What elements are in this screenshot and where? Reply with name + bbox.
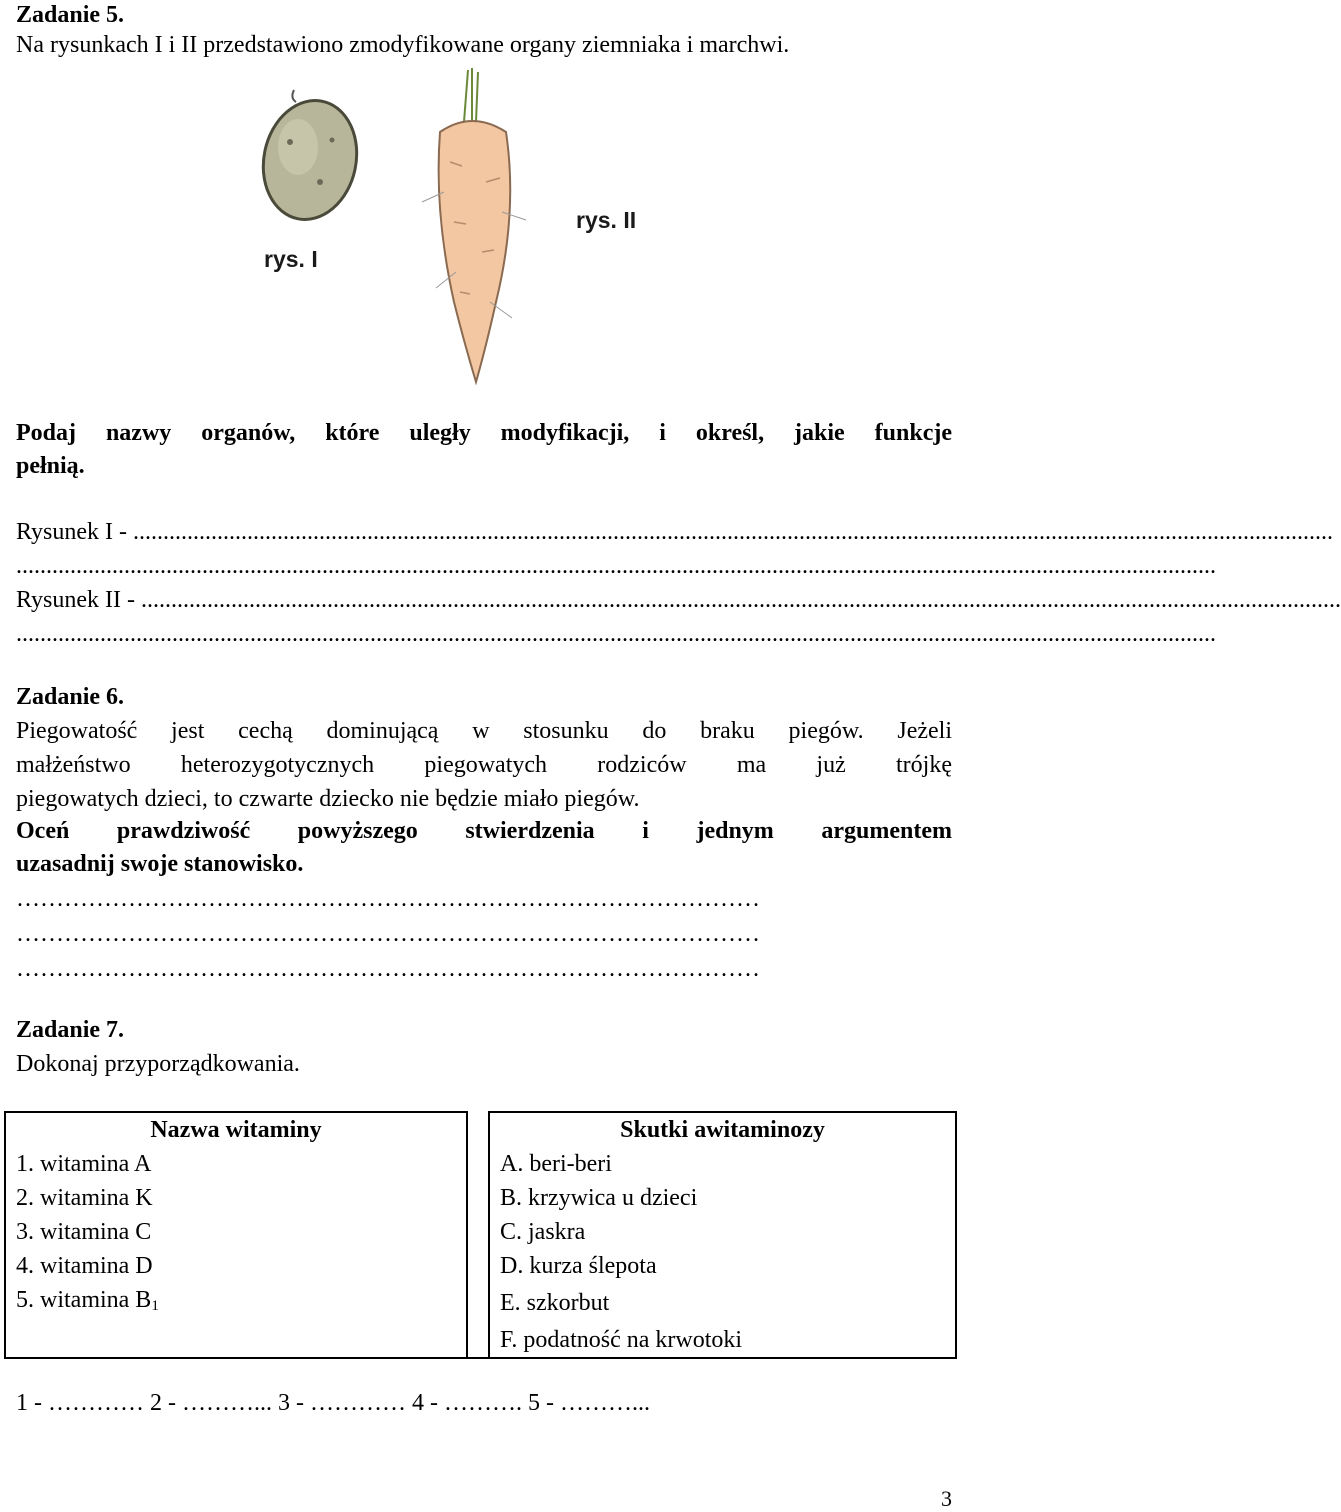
task7-instruction: Dokonaj przyporządkowania. xyxy=(16,1051,300,1077)
effect-cell: D. kurza ślepota xyxy=(489,1249,956,1283)
table-row xyxy=(5,1147,956,1181)
task6-question-line2: uzasadnij swoje stanowisko. xyxy=(16,851,304,877)
task6-text-line2: małżeństwo heterozygotycznych piegowatych rodziców ma już trójkę xyxy=(16,752,952,778)
table-row xyxy=(5,1181,956,1215)
task5-answer1-cont: ........................................................................................................................................................................................................ xyxy=(16,553,1216,579)
page-number: 3 xyxy=(941,1486,952,1511)
vitamin-cell: 3. witamina C xyxy=(5,1215,467,1249)
effect-cell: C. jaskra xyxy=(489,1215,956,1249)
effect-cell: A. beri-beri xyxy=(489,1147,956,1181)
answer2-prefix: Rysunek II - xyxy=(16,587,136,613)
header-vitamin-name: Nazwa witaminy xyxy=(5,1112,467,1147)
task5-answer2-cont: ........................................................................................................................................................................................................ xyxy=(16,621,1216,647)
task7-title: Zadanie 7. xyxy=(16,1017,125,1043)
header-deficiency-effects: Skutki awitaminozy xyxy=(489,1112,956,1147)
task6-text-line3: piegowatych dzieci, to czwarte dziecko nie będzie miało piegów. xyxy=(16,786,640,812)
table-row xyxy=(5,1283,956,1323)
task5-answer1 xyxy=(16,517,1334,547)
table-row xyxy=(5,1323,956,1358)
task5-question-line1: Podaj nazwy organów, które uległy modyfikacji, i określ, jakie funkcje xyxy=(16,420,952,446)
vitamin-cell: 4. witamina D xyxy=(5,1249,467,1283)
effect-cell: B. krzywica u dzieci xyxy=(489,1181,956,1215)
effect-cell: F. podatność na krwotoki xyxy=(489,1323,956,1358)
task6-question-line1: Oceń prawdziwość powyższego stwierdzenia i jednym argumentem xyxy=(16,818,952,844)
answer1-prefix: Rysunek I - xyxy=(16,519,128,545)
task5-title: Zadanie 5. xyxy=(16,2,125,28)
vitamin-cell: 1. witamina A xyxy=(5,1147,467,1181)
vitamin-b-label: 5. witamina B xyxy=(16,1287,152,1313)
table-header-row xyxy=(5,1112,956,1147)
table-row xyxy=(5,1249,956,1283)
answer2-dots: ........................................................................................................................................................................................................ xyxy=(141,587,1341,613)
task6-answer-line2: ………………………………………………………………………………… xyxy=(16,921,760,947)
task5-question-line2: pełnią. xyxy=(16,453,85,479)
figure-label-2: rys. II xyxy=(576,207,637,233)
task6-text-line1: Piegowatość jest cechą dominującą w stosunku do braku piegów. Jeżeli xyxy=(16,718,952,744)
task6-title: Zadanie 6. xyxy=(16,684,125,710)
table-row xyxy=(5,1215,956,1249)
potato-carrot-figure xyxy=(250,62,670,402)
answer1-dots: ........................................................................................................................................................................................................ xyxy=(133,519,1334,545)
figure-label-1: rys. I xyxy=(264,246,318,272)
vitamin-cell-b1 xyxy=(5,1283,467,1323)
potato-tuber-image xyxy=(253,90,368,228)
b1-subscript: 1 xyxy=(151,1298,159,1314)
task5-intro: Na rysunkach I i II przedstawiono zmodyfikowane organy ziemniaka i marchwi. xyxy=(16,32,790,58)
task6-answer-line1: ………………………………………………………………………………… xyxy=(16,886,760,912)
vitamin-matching-table xyxy=(4,1111,957,1359)
task7-answer-row: 1 - ………… 2 - ………... 3 - ………… 4 - ………. 5 - ………... xyxy=(16,1390,650,1416)
task5-answer2 xyxy=(16,585,1341,615)
task6-answer-line3: ………………………………………………………………………………… xyxy=(16,956,760,982)
carrot-root-image xyxy=(422,68,526,382)
effect-cell: E. szkorbut xyxy=(489,1283,956,1323)
vitamin-cell: 2. witamina K xyxy=(5,1181,467,1215)
